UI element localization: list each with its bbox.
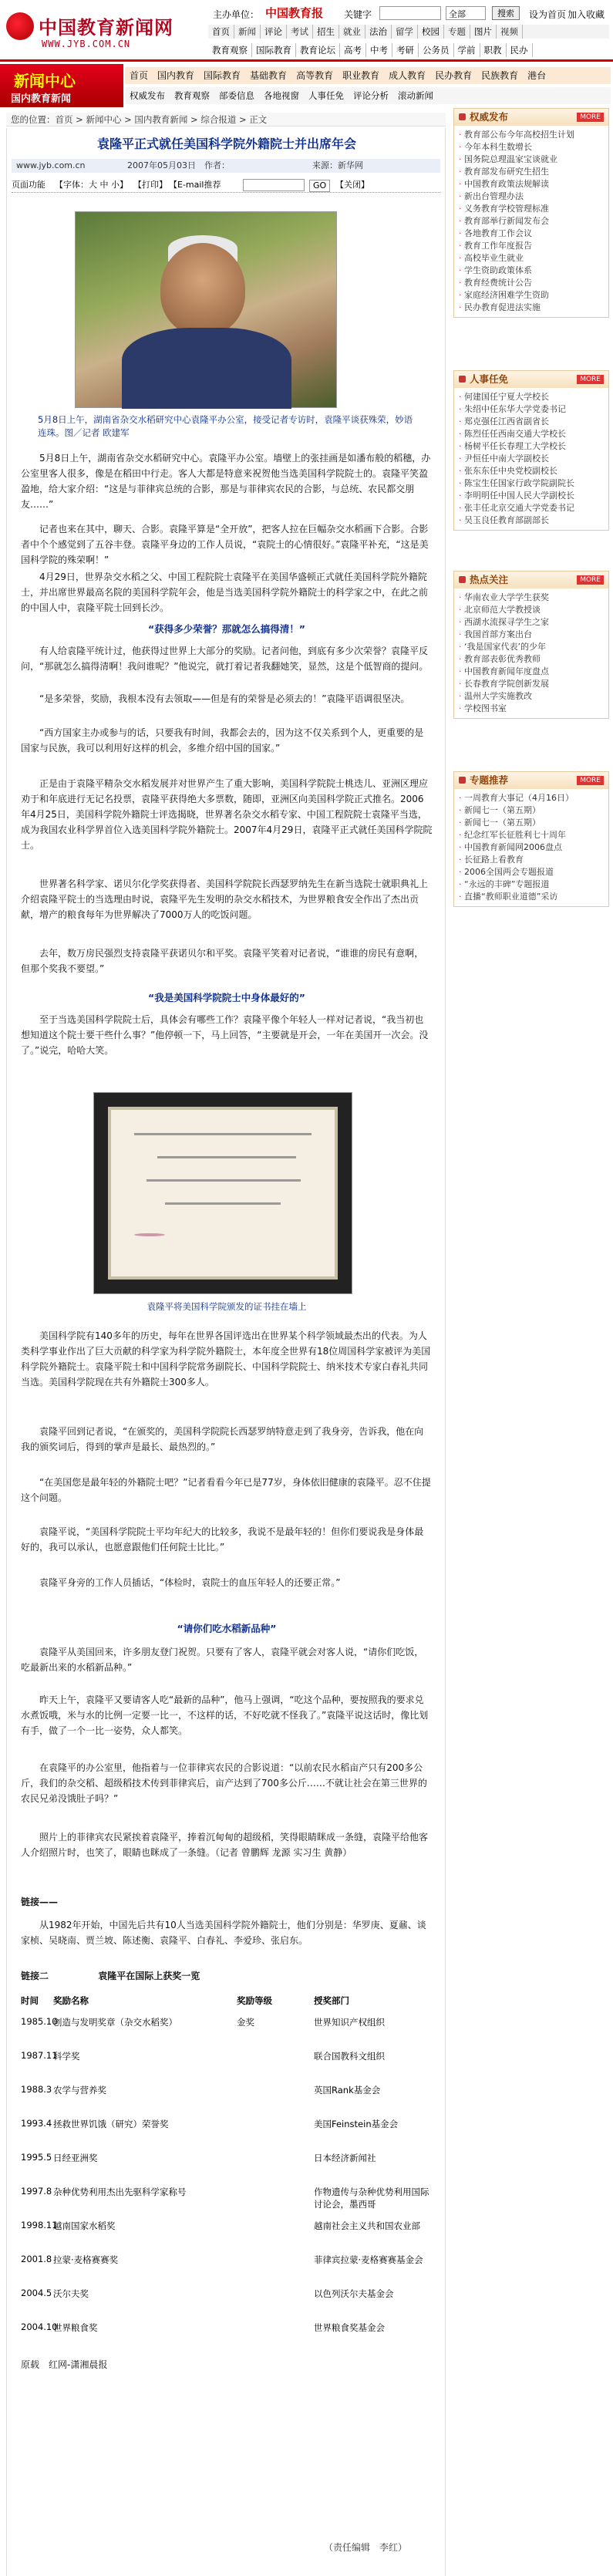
article-column: [6, 128, 446, 2576]
editor-credit: （责任编辑 李红）: [324, 2542, 408, 2553]
box-item[interactable]: · ‘我是国家代表’的少年: [459, 641, 604, 653]
box-item[interactable]: · 长征路上看教育: [459, 854, 604, 866]
table-cell: 2001.8: [21, 2254, 52, 2264]
table-cell: 1997.8: [21, 2186, 52, 2197]
print-link[interactable]: 【打印】: [133, 180, 167, 190]
keyword-input[interactable]: [379, 6, 441, 20]
photo-face: [160, 243, 245, 335]
table-caption-a: 链接二: [21, 1971, 49, 1981]
section-link[interactable]: 部委信息: [219, 90, 254, 101]
table-cell: 创造与发明奖章（杂交水稻奖）: [53, 2017, 177, 2028]
box-item[interactable]: · 陈宝生任国家行政学院副院长: [459, 477, 604, 490]
table-row: [21, 2050, 433, 2081]
cert-line: [147, 1179, 301, 1182]
nav-link[interactable]: 视频: [497, 25, 523, 39]
top-bar: [208, 6, 609, 22]
section-link[interactable]: 滚动新闻: [398, 90, 433, 101]
sidebar: [453, 108, 609, 2576]
cert-seal-icon: [134, 1233, 165, 1236]
box-title: 热点关注: [470, 574, 509, 585]
table-cell: 沃尔夫奖: [53, 2288, 89, 2299]
logo-mark-icon: [6, 12, 34, 40]
nav-link[interactable]: 教育观察: [208, 43, 252, 57]
section-title: 新闻中心: [14, 72, 76, 90]
site-header: [0, 0, 613, 62]
box-header: [454, 109, 608, 126]
more-link[interactable]: MORE: [577, 375, 604, 384]
box-item[interactable]: · 教育部发布研究生招生: [459, 166, 604, 178]
box-authority: [453, 108, 609, 318]
table-cell: 越南国家水稻奖: [53, 2220, 116, 2231]
section-link[interactable]: 首页: [130, 70, 149, 81]
subheading: “获得多少荣誉？那就怎么搞得清！”: [148, 623, 305, 635]
certificate-photo: [93, 1092, 352, 1294]
paragraph: 正是由于袁隆平精杂交水稻发展并对世界产生了重大影响，美国科学院院士桃迭儿、亚洲区理应劝于和年底进行无记名投票，袁隆平获得绝大多票数，随即，亚洲区向美国科学院正式推名。2006年4月25日，美国科学院外籍院士评选揭晓，世界著名杂交水稻专家、中国工程院院士袁隆平当选，成为我国农业科学界首位入选美国科学院外籍院士。2007年4月29日，袁隆平正式就任美国科学院院士。: [21, 778, 433, 851]
tools-label: 页面功能: [12, 180, 45, 190]
box-item[interactable]: · 2006全国两会专题报道: [459, 866, 604, 878]
box-item[interactable]: · 教育部表彰优秀教师: [459, 653, 604, 666]
table-cell: 1985.10: [21, 2016, 58, 2027]
box-item[interactable]: · 中国教育新闻网2006盘点: [459, 841, 604, 854]
nav-link[interactable]: 法治: [365, 25, 392, 39]
box-item[interactable]: · 家庭经济困难学生资助: [459, 289, 604, 302]
more-link[interactable]: MORE: [577, 776, 604, 785]
font-size-links[interactable]: 【字体：大 中 小】: [55, 180, 128, 190]
table-cell: 农学与营养奖: [53, 2085, 106, 2096]
paragraph: 美国科学院有140多年的历史，每年在世界各国评选出在世界某个科学领域最杰出的代表。为人类科学事业作出了巨大贡献的科学家为科学院外籍院士，本年度全世界有18位周国科学家被评为美国科学院外籍院士。袁隆平院士和中国科学院常务副院长、中国科学院院士、纳米技术专家白春礼共同当选。美国科学院现在共有外籍院士300多人。: [21, 1330, 431, 1387]
nav-link[interactable]: 教育论坛: [296, 43, 340, 57]
section-link[interactable]: 国际教育: [204, 70, 241, 81]
section-link[interactable]: 权威发布: [130, 90, 165, 101]
paragraph: 至于当选美国科学院院士后，具体会有哪些工作？袁隆平像个年轻人一样对记者说，“我当初也想知道这个院士要干些什么事？”他停顿一下，马上回答，“主要就是开会，一年在美国开一次会。没了。”说完，哈哈大笑。: [21, 1014, 429, 1056]
nav-link[interactable]: 考研: [392, 43, 419, 57]
certificate-mat: [108, 1107, 338, 1280]
table-cell: 金奖: [237, 2017, 254, 2028]
table-cell: 1993.4: [21, 2118, 52, 2129]
table-cell: 日本经济新闻社: [314, 2153, 376, 2163]
paragraph: “是多荣誉，奖励，我根本没有去领取——但是有的荣誉是必须去的！”袁隆平语调很坚决。: [39, 693, 410, 704]
box-item[interactable]: · 张丰任北京交通大学党委书记: [459, 502, 604, 514]
section-link[interactable]: 港台: [527, 70, 547, 81]
page-tools: [12, 177, 440, 193]
table-caption-b: 袁隆平在国际上获奖一览: [98, 1971, 200, 1981]
box-item[interactable]: · 高校毕业生就业: [459, 252, 604, 265]
table-cell: 时间: [21, 1995, 39, 2006]
box-item[interactable]: · 温州大学实施教改: [459, 690, 604, 703]
paragraph: “在美国您是最年轻的外籍院士吧？”记者看看今年已是77岁，身体依旧健康的袁隆平。忍不住提这个问题。: [21, 1477, 431, 1503]
box-item[interactable]: · 中国教育新闻年度盘点: [459, 666, 604, 678]
paragraph: 4月29日，世界杂交水稻之父、中国工程院院士袁隆平在美国华盛顿正式就任美国科学院外籍院士，并出席世界最高名院的美国科学院年会，他是当选美国科学院外籍院士的科学家之中，在此之前的中国人中，袁隆平院士回到长沙。: [21, 572, 429, 613]
box-item[interactable]: · 教育工作年度报告: [459, 240, 604, 252]
box-list: [454, 789, 608, 906]
paragraph: 袁隆平身旁的工作人员插话，“体检时，袁院士的血压年轻人的还要正常。”: [39, 1577, 341, 1588]
email-label: 【E-mail推荐: [169, 180, 221, 190]
table-row: [21, 2118, 433, 2149]
site-logo[interactable]: [6, 8, 184, 54]
section-link[interactable]: 国内教育: [157, 70, 195, 81]
paragraph: 照片上的菲律宾农民紧挨着袁隆平，捧着沉甸甸的超级稻，笑得眼睛眯成一条缝，袁隆平给他客人介绍照片时，也笑了，眼睛也眯成了一条缝。（记者 曾鹏辉 龙源 实习生 黄静）: [21, 1832, 429, 1858]
box-title: 人事任免: [470, 373, 509, 385]
meta-source: 来源：新华网: [312, 160, 363, 170]
box-item[interactable]: · 陈烈任任西南交通大学校长: [459, 428, 604, 440]
nav-link[interactable]: 学前: [454, 43, 480, 57]
paragraph: 有人给袁隆平统计过，他获得过世界上大部分的奖励。记者问他，到底有多少次荣誉？袁隆平反问，“那就怎么搞得清啊！我问谁呢？”他说完，就打着记者我翻她笑，显然，这是个低智商的提问。: [21, 646, 429, 672]
section-link[interactable]: 教育观察: [174, 90, 210, 101]
article-photo-1: [75, 211, 337, 408]
nav-link[interactable]: 专题: [444, 25, 470, 39]
box-item[interactable]: · 学校图书室: [459, 703, 604, 715]
email-input[interactable]: [243, 179, 305, 191]
cert-line: [157, 1156, 296, 1158]
email-go-button[interactable]: GO: [309, 180, 330, 192]
box-item[interactable]: · 何建国任宁夏大学校长: [459, 391, 604, 403]
box-hot: [453, 571, 609, 719]
section-subtitle: 国内教育新闻: [11, 93, 72, 105]
section-badge: [0, 64, 123, 107]
cert-line: [165, 1202, 281, 1205]
table-cell: 2004.5: [21, 2288, 52, 2298]
table-row: [21, 2220, 433, 2251]
paragraph: 世界著名科学家、诺贝尔化学奖获得者、美国科学院院长西瑟罗纳先生在新当选院士就职典礼上介绍袁隆平院士的当选理由时说，袁隆平先生发明的杂交水稻技术，为世界粮食安全作出了杰出贡献，增产的粮食每年为世界解决了7000万人的吃饭问题。: [21, 878, 429, 920]
section-link[interactable]: 高等教育: [296, 70, 334, 81]
box-item[interactable]: · 国务院总理温家宝谈就业: [459, 153, 604, 166]
meta-site: www.jyb.com.cn: [16, 160, 86, 170]
box-item[interactable]: · 朱绍中任东华大学党委书记: [459, 403, 604, 416]
box-item[interactable]: · 各地教育工作会议: [459, 228, 604, 240]
set-home-link[interactable]: 设为首页: [529, 9, 567, 20]
box-item[interactable]: · 长春教育学院创新发展: [459, 678, 604, 690]
section-nav-2: [125, 87, 611, 104]
close-link[interactable]: 【关闭】: [335, 180, 369, 190]
search-button[interactable]: 搜索: [492, 6, 520, 20]
awards-table: [21, 1994, 433, 2380]
table-caption: [21, 1968, 433, 1984]
box-item[interactable]: · 新闻七一（第五期）: [459, 804, 604, 817]
box-item[interactable]: · 我国首部方案出台: [459, 629, 604, 641]
box-item[interactable]: · 尹恒任中南大学副校长: [459, 453, 604, 465]
box-item[interactable]: · 杨树平任长春理工大学校长: [459, 440, 604, 453]
box-item[interactable]: · 民办教育促进法实施: [459, 302, 604, 314]
box-list: [454, 126, 608, 317]
box-header: [454, 572, 608, 588]
nav-link[interactable]: 民办: [507, 43, 533, 57]
box-item[interactable]: · 学生资助政策体系: [459, 265, 604, 277]
box-item[interactable]: · 纪念红军长征胜利七十周年: [459, 829, 604, 841]
table-cell: 1988.3: [21, 2084, 52, 2095]
site-name: 中国教育新闻网: [39, 16, 173, 39]
paragraph: 去年，数万房民强烈支持袁隆平获诺贝尔和平奖。袁隆平笑着对记者说，“谁谁的房民有意啊，但那个奖我不要望。”: [21, 948, 424, 974]
section-link[interactable]: 职业教育: [342, 70, 380, 81]
nav-link[interactable]: 校园: [418, 25, 444, 39]
nav-link[interactable]: 招生: [313, 25, 339, 39]
box-item[interactable]: · 郑克强任江西省副省长: [459, 416, 604, 428]
paragraph: 记者也来在其中，聊天、合影。袁隆平算是“全开放”，把客人拉在巨幅杂交水稻画下合影。合影者中个个感觉到了五谷丰登。袁隆平身边的工作人员说，“袁院士的心情很好。”袁隆平补充，“这是美国科学院的殊荣啊！”: [21, 524, 429, 565]
section-nav-1: [125, 67, 611, 84]
nav-link[interactable]: 高考: [340, 43, 366, 57]
more-link[interactable]: MORE: [577, 575, 604, 585]
paragraph: 袁隆平说，“美国科学院院士平均年纪大的比较多，我说不是最年轻的！但你们要说我是身体最好的，我可以承认，也愿意跟他们任何院士比比。”: [21, 1526, 424, 1553]
table-cell: 奖励等级: [237, 1995, 272, 2006]
paragraph: 昨天上午，袁隆平又要请客人吃“最新的品种”，他马上强调，“吃这个品种，要按照我的要求兑水煮饭哦，米与水的比例一定要一比一，不这样的话，不好吃就不怪我了。”袁隆平说这话时，像比划有手，做了一个一比一姿势，众人都笑。: [21, 1694, 429, 1736]
box-item[interactable]: · 张东东任中央党校副校长: [459, 465, 604, 477]
box-item[interactable]: · 一周教育大事记（4月16日）: [459, 792, 604, 804]
table-cell: 拯救世界饥饿（研究）荣誉奖: [53, 2119, 169, 2129]
table-cell: 科学奖: [53, 2051, 80, 2062]
photo-1-caption: 5月8日上午，湖南省杂交水稻研究中心袁隆平办公室，接受记者专访时，袁隆平谈获殊荣，妙语连珠。图／记者 欧建军: [38, 414, 413, 438]
paragraph: 在袁隆平的办公室里，他指着与一位菲律宾农民的合影说道：“以前农民水稻亩产只有200多公斤，我们的杂交稻、超级稻技术传到菲律宾后，亩产达到了700多公斤……不就让社会在第三世界的农民兄弟没饿肚子吗？”: [21, 1762, 427, 1804]
paper-logo[interactable]: 中国教育报: [265, 6, 324, 20]
nav-link[interactable]: 图片: [470, 25, 497, 39]
box-item[interactable]: · 北京师范大学教授谈: [459, 604, 604, 616]
box-item[interactable]: · 新出台管理办法: [459, 191, 604, 203]
section-band: [0, 64, 613, 107]
box-item[interactable]: · 吴玉良任教育部副部长: [459, 514, 604, 527]
section-link[interactable]: 评论分析: [353, 90, 389, 101]
paragraph: “西方国家主办或参与的话，只要我有时间，我都会去的，因为这不仅关系到个人，更重要的是国家与民族，我可以利用好这样的机会，多维介绍中国的国家。”: [21, 727, 424, 754]
keyword-label: 关键字: [344, 9, 372, 20]
photo-body: [122, 328, 291, 409]
link-title: 链接——: [21, 1897, 59, 1907]
nav-link[interactable]: 中考: [366, 43, 392, 57]
nav-link[interactable]: 评论: [261, 25, 287, 39]
box-item[interactable]: · 教育部举行新闻发布会: [459, 215, 604, 228]
box-item[interactable]: · “永远的丰碑”专题报道: [459, 878, 604, 891]
table-cell: 奖励名称: [53, 1995, 89, 2006]
paragraph: 袁隆平回到记者说，“在颁奖的，美国科学院院长西瑟罗纳特意走到了我身旁，告诉我，他在向我的颁奖词后，得到的掌声是最长、最热烈的。”: [21, 1426, 424, 1452]
table-cell: 世界粮食奖基金会: [314, 2322, 385, 2333]
box-list: [454, 588, 608, 718]
table-cell: 授奖部门: [314, 1995, 349, 2006]
table-cell: 1998.11: [21, 2220, 58, 2230]
box-item[interactable]: · 今年本科生数增长: [459, 141, 604, 153]
table-cell: 世界知识产权组织: [314, 2017, 385, 2028]
box-item[interactable]: · 中国教育政策法规解读: [459, 178, 604, 191]
section-link[interactable]: 民办教育: [435, 70, 473, 81]
main-nav: [208, 25, 609, 39]
table-note: 原载 红网-潇湘晨报: [21, 2359, 108, 2370]
box-item[interactable]: · 西湖水流探寻学生之家: [459, 616, 604, 629]
add-favorite-link[interactable]: 加入收藏: [568, 9, 605, 20]
section-link[interactable]: 成人教育: [389, 70, 426, 81]
site-url: WWW.JYB.COM.CN: [42, 39, 131, 49]
paragraph: 袁隆平从美国回来，许多朋友登门祝贺。只要有了客人，袁隆平就会对客人说，“请你们吃饭，吃最新出来的水稻新品种。”: [21, 1647, 424, 1673]
host-label: 主办单位：: [213, 9, 260, 20]
article-title: 袁隆平正式就任美国科学院外籍院士并出席年会: [96, 137, 356, 151]
sub-nav: [208, 43, 609, 57]
section-link[interactable]: 人事任免: [308, 90, 344, 101]
article-meta: [12, 159, 440, 173]
table-row: [21, 2152, 433, 2183]
box-personnel: [453, 370, 609, 531]
table-cell: 日经亚洲奖: [53, 2153, 98, 2163]
nav-link[interactable]: 考试: [287, 25, 313, 39]
meta-date: 2007年05月03日: [127, 160, 196, 170]
nav-link[interactable]: 公务员: [419, 43, 454, 57]
breadcrumb: 您的位置：首页 > 新闻中心 > 国内教育新闻 > 综合报道 > 正文: [6, 113, 446, 126]
paragraph: 5月8日上午，湖南省杂交水稻研究中心。袁隆平办公室。墙壁上的张挂画是如潘布般的稻穗，办公室里客人很多，像是在稻田中行走。客人大都是特意来祝贺他当选美国科学院院士的。袁隆平笑盈盈地，给大家介绍：“这是与菲律宾总统的合影，那是与菲律宾农民的合影，与总统、农民都交朋友……”: [21, 453, 431, 510]
scope-select[interactable]: 全部: [446, 6, 486, 20]
box-list: [454, 388, 608, 530]
box-item[interactable]: · 直播“教师职业道德”采访: [459, 891, 604, 903]
table-cell: 越南社会主义共和国农业部: [314, 2220, 420, 2231]
table-row: [21, 2186, 433, 2217]
box-header: [454, 371, 608, 388]
box-title: 权威发布: [470, 111, 509, 123]
table-cell: 美国Feinstein基金会: [314, 2119, 399, 2129]
nav-link[interactable]: 新闻: [234, 25, 261, 39]
table-cell: 英国Rank基金会: [314, 2085, 381, 2096]
section-link[interactable]: 民族教育: [481, 70, 519, 81]
paragraph: 从1982年开始，中国先后共有10人当选美国科学院外籍院士，他们分别是：华罗庚、夏鼐、谈家桢、吴晓南、贾兰坡、陈述衡、袁隆平、白春礼、李爱珍、张启东。: [21, 1920, 426, 1946]
table-row: [21, 2254, 433, 2284]
table-row: [21, 2084, 433, 2115]
box-item[interactable]: · 义务教育学校管理标准: [459, 203, 604, 215]
photo-2-caption: 袁隆平将美国科学院颁发的证书挂在墙上: [147, 1301, 307, 1312]
subheading: “我是美国科学院院士中身体最好的”: [148, 992, 305, 1003]
table-row: [21, 2288, 433, 2318]
nav-link[interactable]: 国际教育: [252, 43, 296, 57]
section-link[interactable]: 各地视窗: [264, 90, 299, 101]
section-link[interactable]: 基础教育: [250, 70, 288, 81]
table-cell: 1987.11: [21, 2050, 58, 2061]
subheading: “请你们吃水稻新品种”: [177, 1623, 277, 1634]
table-cell: 世界粮食奖: [53, 2322, 98, 2333]
box-item[interactable]: · 李明明任中国人民大学副校长: [459, 490, 604, 502]
box-topics: [453, 771, 609, 907]
table-cell: 拉蒙·麦格赛赛奖: [53, 2254, 119, 2265]
box-header: [454, 772, 608, 789]
table-cell: 联合国教科文组织: [314, 2051, 385, 2062]
meta-author: 作者：: [204, 160, 230, 170]
table-cell: 以色列沃尔夫基金会: [314, 2288, 394, 2299]
table-row: [21, 2321, 433, 2352]
cert-line: [134, 1133, 312, 1135]
nav-link[interactable]: 职教: [480, 43, 507, 57]
box-item[interactable]: · 新闻七一（第五期）: [459, 817, 604, 829]
table-row: [21, 2016, 433, 2047]
box-item[interactable]: · 华南农业大学学生获奖: [459, 592, 604, 604]
table-cell: 2004.10: [21, 2321, 58, 2332]
box-item[interactable]: · 教育经费统计公告: [459, 277, 604, 289]
table-cell: 作物遗传与杂种优势利用国际讨论会，墨西哥: [314, 2187, 429, 2210]
nav-link[interactable]: 首页: [208, 25, 234, 39]
table-cell: 杂种优势利用杰出先驱科学家称号: [53, 2187, 187, 2197]
table-cell: 菲律宾拉蒙·麦格赛赛基金会: [314, 2254, 423, 2265]
nav-link[interactable]: 就业: [339, 25, 365, 39]
box-item[interactable]: · 教育部公布今年高校招生计划: [459, 129, 604, 141]
table-cell: 1995.5: [21, 2152, 52, 2163]
nav-link[interactable]: 留学: [392, 25, 418, 39]
more-link[interactable]: MORE: [577, 113, 604, 122]
box-title: 专题推荐: [470, 774, 509, 786]
